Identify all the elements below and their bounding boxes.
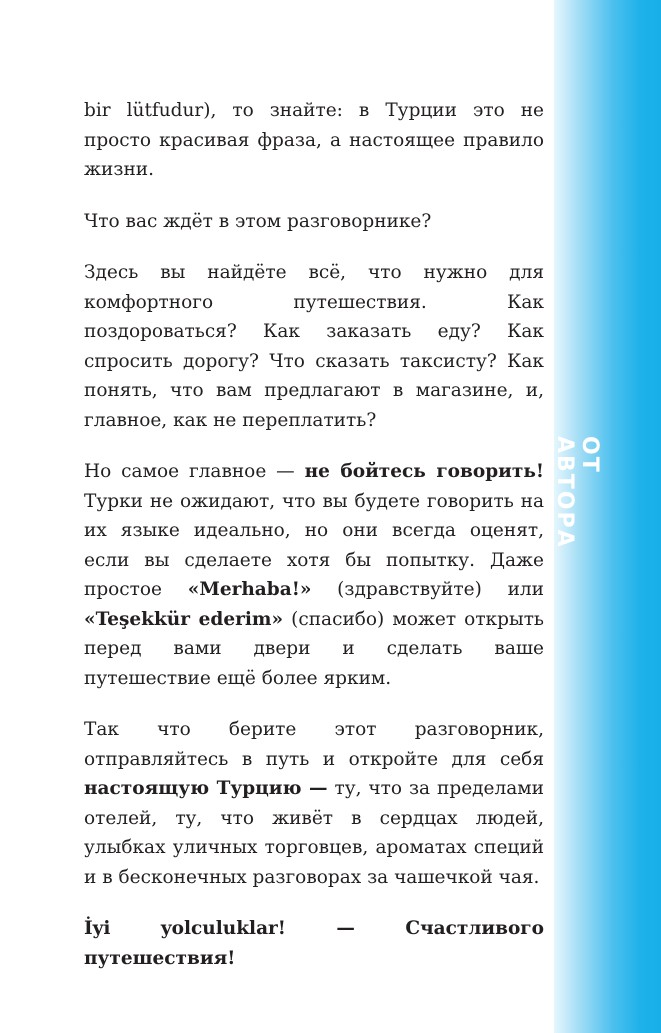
paragraph-4-bold-3: «Teşekkür ederim» (84, 608, 284, 630)
paragraph-2-text: Что вас ждёт в этом разговорнике? (84, 210, 432, 232)
section-tab-label: ОТ АВТОРА (552, 436, 602, 549)
paragraph-1 (84, 96, 544, 185)
paragraph-3 (84, 258, 544, 435)
paragraph-5-text-1: Так что берите этот разговорник, отправляйтесь в путь и откройте для себя (84, 719, 544, 770)
paragraph-4-text-4: (спасибо) может открыть перед вами двери и сделать ваше путешествие ещё более ярким. (84, 608, 544, 689)
paragraph-4-text-2: Турки не ожидают, что вы будете говорить на их языке идеально, но они всегда оценят, если вы сделаете хотя бы попытку. Даже простое (84, 490, 544, 600)
paragraph-4-bold-2: «Merhaba!» (187, 579, 312, 600)
paragraph-4 (84, 457, 544, 693)
paragraph-1-text: bir lütfudur), то знайте: в Турции это не просто красивая фраза, а настоящее правило жизни. (84, 100, 544, 180)
paragraph-4-text-1: Но самое главное — (84, 461, 305, 482)
paragraph-2 (84, 207, 544, 237)
paragraph-4-bold-1: не бойтесь говорить! (304, 461, 544, 482)
page-body (84, 96, 544, 995)
paragraph-3-text: Здесь вы найдёте всё, что нужно для комфортного путешествия. Как поздороваться? Как заказать еду? Как спросить дорогу? Что сказать таксисту? Как понять, что вам предлагают в магазине, и, главное, как не переплатить? (84, 262, 544, 431)
paragraph-5-bold-1: настоящую Турцию — (84, 778, 328, 799)
paragraph-6 (84, 914, 544, 973)
paragraph-5-text-2: ту, что за пределами отелей, ту, что живёт в сердцах людей, улыбках уличных торговцев, ароматах специй и в бесконечных разговорах за чашечкой чая. (84, 778, 544, 888)
paragraph-5 (84, 715, 544, 892)
closing-line: İyi yolculuklar! — Счастливого путешествия! (84, 918, 544, 969)
paragraph-4-text-3: (здравствуйте) или (311, 579, 544, 600)
